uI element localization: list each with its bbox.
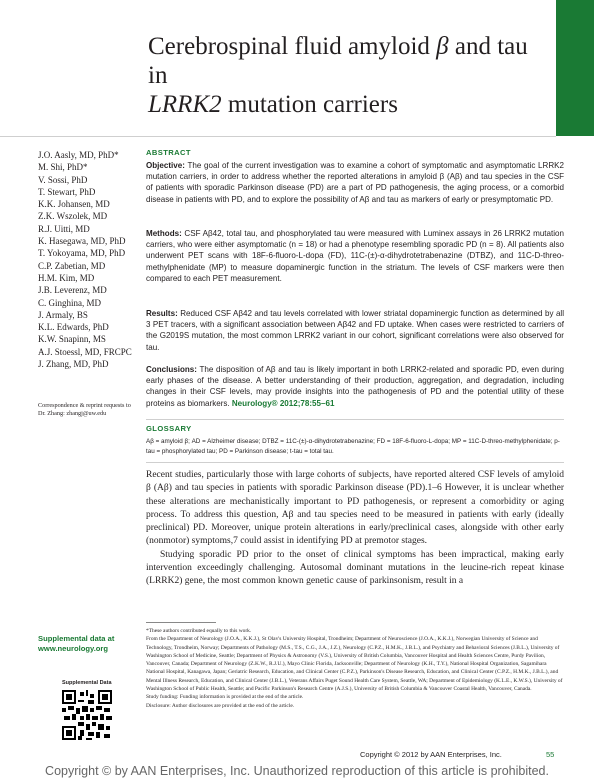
author: M. Shi, PhD* xyxy=(38,162,88,173)
results-label: Results: xyxy=(146,309,178,318)
supplemental-link[interactable]: Supplemental data at www.neurology.org xyxy=(38,634,115,653)
citation[interactable]: Neurology® 2012;78:55–61 xyxy=(231,398,335,408)
body-paragraph: Studying sporadic PD prior to the onset of clinical symptoms has been impractical, making early intervention exceedingly challenging. Autosomal dominant mutations in the leucine-rich repeat kinase (LRRK2) gene, the most common known genetic cause of parkinsonism, result in a xyxy=(146,549,564,587)
page-number: 55 xyxy=(546,750,555,759)
objective-text: The goal of the current investigation was to examine a cohort of symptomatic and asymptomatic LRRK2 mutation carriers, in order to address whether the reported alterations in amyloid β (Aβ) and tau species in the CSF of patients with sporadic Parkinson disease (PD) are a part of PD pathogenesis, the aging process, or a comorbid disease in patients with PD, and to explore the possibility of Aβ and tau as markers of early or presymptomatic PD. xyxy=(146,161,564,204)
qr-label: Supplemental Data xyxy=(62,680,112,686)
author: C.P. Zabetian, MD xyxy=(38,260,106,271)
objective-label: Objective: xyxy=(146,161,185,170)
divider xyxy=(146,419,564,420)
author: K.K. Johansen, MD xyxy=(38,199,110,210)
results-text: Reduced CSF Aβ42 and tau levels correlated with lower striatal dopaminergic function as determined by all 3 PET tracers, with a significant association between Aβ42 and FD uptake. When cases were restricted to carriers of the G2019S mutation, the most common LRRK2 variant in our cohort, significant correlations were also observed for tau. xyxy=(146,309,564,352)
abstract-results xyxy=(146,308,564,353)
author-list xyxy=(38,149,148,370)
author: T. Stewart, PhD xyxy=(38,186,96,197)
conclusions-text: The disposition of Aβ and tau is likely important in both LRRK2-related and sporadic PD, even during early phases of the disease. A better understanding of their production, aggregation, and degradation, including changes in their CSF levels, may provide insights into the pathogenesis of PD and the potential utility of these proteins as biomarkers. xyxy=(146,365,564,408)
author: J.B. Leverenz, MD xyxy=(38,285,107,296)
author: R.J. Uitti, MD xyxy=(38,223,90,234)
author: H.M. Kim, MD xyxy=(38,272,95,283)
footnote-disclosure: Disclosure: Author disclosures are provided at the end of the article. xyxy=(146,702,295,709)
author: K.W. Snapinn, MS xyxy=(38,334,106,345)
glossary-heading: GLOSSARY xyxy=(146,424,192,433)
footnote-affiliations: From the Department of Neurology (J.O.A., K.K.J.), St Olav's University Hospital, Trondheim; Department of Neuroscience (J.O.A., K.K.J.), Norwegian University of Science and Technology, Trondheim, Norway; Departments of Pathology (M.S., T.S., C.G., J.A., J.Z.), Neurology (C.P.Z., H.M.K., J.B.L.), and Psychiatry and Behavioral Sciences (J.B.L.), University of Washington School of Medicine, Seattle; Department of Physics & Astronomy (V.S.), University of British Columbia, Vancouver Hospital and Health Sciences Centre, Purdy Pavilion, Vancouver, Canada; Department of Neurology (Z.K.W., R.J.U.), Mayo Clinic Florida, Jacksonville; Department of Neurology (K.H., T.Y.), National Hospital Organization, Sagamihara National Hospital, Kanagawa, Japan; Geriatric Research, Education, and Clinical Center (C.P.Z.), Parkinson's Disease Research, Education, and Clinical Center (C.P.Z., H.M.K., J.B.L.), and Mental Illness Research, Education, and Clinical Center (J.B.L.), Veterans Affairs Puget Sound Health Care System, Seattle, WA; Department of Epidemiology (K.L.E., K.W.S.), University of Washington School of Public Health, Seattle; and Pacific Parkinson's Research Centre (A.J.S.), University of British Columbia & Vancouver Coastal Health, Vancouver, Canada. xyxy=(146,636,563,693)
author: C. Ginghina, MD xyxy=(38,297,101,308)
abstract-methods xyxy=(146,228,564,284)
body-text xyxy=(146,469,564,589)
author: K. Hasegawa, MD, PhD xyxy=(38,236,126,247)
conclusions-label: Conclusions: xyxy=(146,365,197,374)
correspondence-note: Correspondence & reprint requests to Dr. Zhang: zhangj@uw.edu xyxy=(38,402,131,418)
author: Z.K. Wszolek, MD xyxy=(38,211,108,222)
author: K.L. Edwards, PhD xyxy=(38,322,109,333)
abstract-heading: ABSTRACT xyxy=(146,148,191,157)
author: V. Sossi, PhD xyxy=(38,174,88,185)
divider xyxy=(146,462,564,463)
author: J.O. Aasly, MD, PhD* xyxy=(38,150,119,160)
methods-text: CSF Aβ42, total tau, and phosphorylated tau were measured with Luminex assays in 26 LRRK2 mutation carriers, who were either asymptomatic (n = 18) or had a phenotype resembling sporadic PD (n = 8). All patients also underwent PET scans with 18F-6-fluoro-L-dopa (FD), 11C-(±)-α-dihydrotetrabenazine (DTBZ), and 11C-D-threo-methylphenidate (MP) to measure dopaminergic function in the striatum. The levels of CSF markers were then compared to each PET measurement. xyxy=(146,229,564,283)
journal-color-bar xyxy=(556,0,594,136)
abstract-conclusions xyxy=(146,364,564,409)
footnote-equal-contribution: *These authors contributed equally to this work. xyxy=(146,628,252,634)
footnote-funding: Study funding: Funding information is provided at the end of the article. xyxy=(146,694,304,701)
body-paragraph: Recent studies, particularly those with large cohorts of subjects, have reported altered CSF levels of amyloid β (Aβ) and tau species in patients with sporadic Parkinson disease (PD).1–6 However, it is unclear whether these alterations are mechanistically important to PD pathogenesis, or represent a comorbidity or aging process. To address this question, Aβ and tau species need to be measured in patients with early (ideally preclinical) PD. Moreover, unique protein alterations in early/preclinical cases, alongside with other early (nonmotor) symptoms,7 could assist in identifying PD at premotor stages. xyxy=(146,470,564,547)
footnotes xyxy=(146,627,564,710)
glossary-text: Aβ = amyloid β; AD = Alzheimer disease; DTBZ = 11C-(±)-α-dihydrotetrabenazine; FD = 18F-6-fluoro-L-dopa; MP = 11C-D-threo-methylphenidate; p-tau = phosphorylated tau; PD = Parkinson disease; t-tau = total tau. xyxy=(146,438,560,455)
article-title: Cerebrospinal fluid amyloid β and tau in LRRK2 mutation carriers xyxy=(148,33,528,118)
qr-code-icon[interactable] xyxy=(62,690,112,740)
footnote-rule xyxy=(146,622,216,623)
copyright-line: Copyright © 2012 by AAN Enterprises, Inc. xyxy=(360,750,502,759)
author: J. Armaly, BS xyxy=(38,309,88,320)
author: T. Yokoyama, MD, PhD xyxy=(38,248,126,259)
author: J. Zhang, MD, PhD xyxy=(38,359,109,370)
methods-label: Methods: xyxy=(146,229,182,238)
author: A.J. Stoessl, MD, FRCPC xyxy=(38,346,132,357)
abstract-objective xyxy=(146,160,564,205)
copyright-watermark: Copyright © by AAN Enterprises, Inc. Unauthorized reproduction of this article is prohibited. xyxy=(45,764,549,778)
